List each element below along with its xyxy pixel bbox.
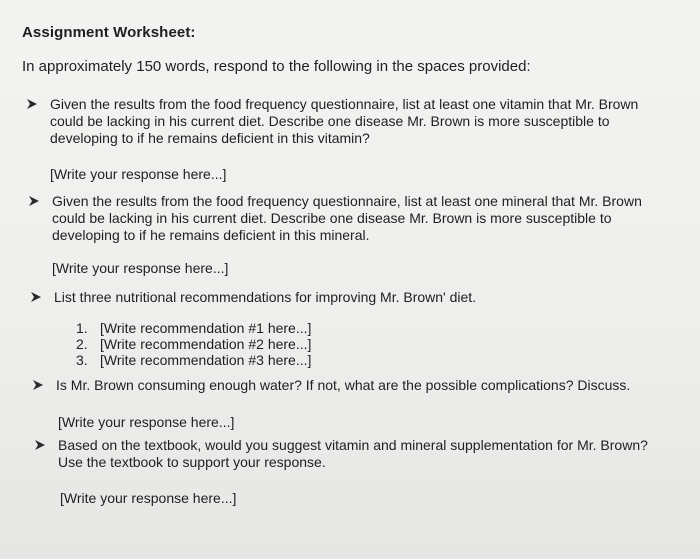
question-line: could be lacking in his current diet. Describe one disease Mr. Brown is more susceptible to bbox=[52, 210, 612, 226]
question-water bbox=[32, 377, 630, 394]
question-supplementation bbox=[34, 437, 648, 471]
list-item[interactable] bbox=[76, 352, 311, 368]
arrow-bullet-icon bbox=[30, 291, 42, 303]
question-line: developing to if he remains deficient in this vitamin? bbox=[50, 130, 370, 146]
response-placeholder[interactable]: [Write your response here...] bbox=[58, 414, 235, 430]
list-text: [Write recommendation #3 here...] bbox=[100, 352, 312, 368]
list-number: 2. bbox=[76, 336, 88, 352]
response-placeholder[interactable]: [Write your response here...] bbox=[50, 166, 227, 182]
recommendation-list bbox=[76, 320, 311, 368]
question-line: Given the results from the food frequency questionnaire, list at least one vitamin that Mr. Brown bbox=[50, 96, 639, 112]
list-item[interactable] bbox=[76, 336, 311, 352]
list-number: 3. bbox=[76, 352, 88, 368]
arrow-bullet-icon bbox=[28, 195, 40, 207]
question-mineral bbox=[28, 193, 642, 244]
question-line: Is Mr. Brown consuming enough water? If not, what are the possible complications? Discuss. bbox=[56, 377, 631, 393]
arrow-bullet-icon bbox=[32, 379, 44, 391]
list-text: [Write recommendation #1 here...] bbox=[100, 320, 312, 336]
question-line: List three nutritional recommendations for improving Mr. Brown' diet. bbox=[54, 289, 477, 305]
list-text: [Write recommendation #2 here...] bbox=[100, 336, 312, 352]
question-line: Based on the textbook, would you suggest vitamin and mineral supplementation for Mr. Brown? bbox=[58, 437, 648, 453]
worksheet-title: Assignment Worksheet: bbox=[22, 24, 196, 41]
response-placeholder[interactable]: [Write your response here...] bbox=[60, 490, 237, 506]
question-line: Use the textbook to support your response. bbox=[58, 454, 326, 470]
question-line: Given the results from the food frequency questionnaire, list at least one mineral that Mr. Brown bbox=[52, 193, 642, 209]
list-number: 1. bbox=[76, 320, 88, 336]
response-placeholder[interactable]: [Write your response here...] bbox=[52, 260, 229, 276]
list-item[interactable] bbox=[76, 320, 311, 336]
question-line: developing to if he remains deficient in this mineral. bbox=[52, 227, 370, 243]
arrow-bullet-icon bbox=[34, 439, 46, 451]
question-vitamin bbox=[26, 96, 638, 147]
question-line: could be lacking in his current diet. Describe one disease Mr. Brown is more susceptible to bbox=[50, 113, 610, 129]
arrow-bullet-icon bbox=[26, 98, 38, 110]
question-recommendations bbox=[30, 289, 476, 306]
worksheet-intro: In approximately 150 words, respond to the following in the spaces provided: bbox=[22, 58, 531, 75]
